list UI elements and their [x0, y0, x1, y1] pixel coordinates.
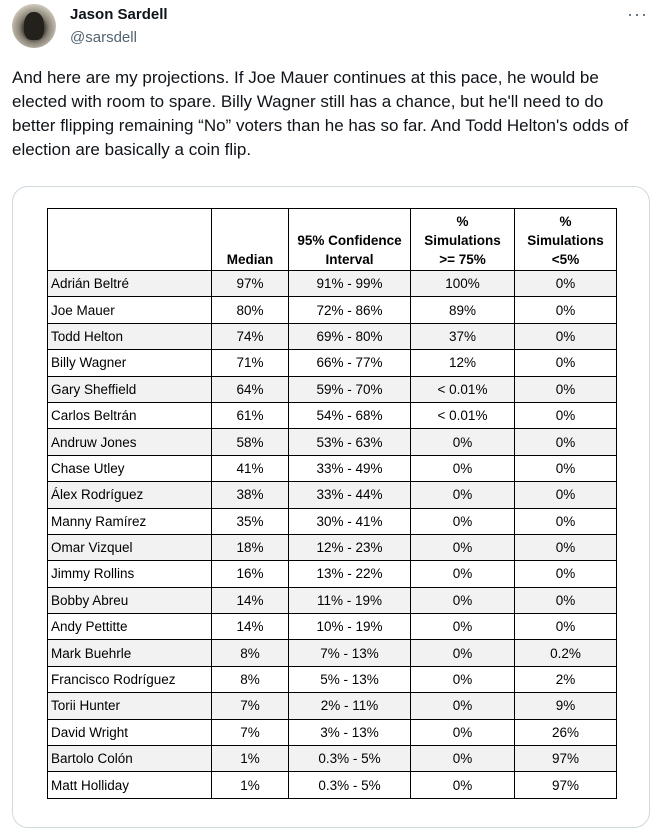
median-cell: 64%	[212, 376, 289, 402]
median-cell: 18%	[212, 534, 289, 560]
player-cell: Jimmy Rollins	[48, 561, 212, 587]
median-cell: 8%	[212, 640, 289, 666]
median-cell: 74%	[212, 323, 289, 349]
avatar[interactable]	[12, 4, 56, 48]
table-row	[48, 534, 617, 560]
simulations-5-cell: 9%	[515, 693, 617, 719]
tweet-image[interactable]	[12, 186, 650, 828]
table-row	[48, 455, 617, 481]
confidence-interval-cell: 72% - 86%	[289, 297, 411, 323]
simulations-5-cell: 2%	[515, 666, 617, 692]
player-cell: Torii Hunter	[48, 693, 212, 719]
player-cell: Bobby Abreu	[48, 587, 212, 613]
table-row	[48, 772, 617, 798]
confidence-interval-cell: 12% - 23%	[289, 534, 411, 560]
table-row	[48, 350, 617, 376]
table-row	[48, 508, 617, 534]
confidence-interval-cell: 10% - 19%	[289, 614, 411, 640]
table-row	[48, 376, 617, 402]
player-cell: Carlos Beltrán	[48, 402, 212, 428]
table-body	[48, 271, 617, 799]
table-row	[48, 666, 617, 692]
median-cell: 41%	[212, 455, 289, 481]
median-cell: 8%	[212, 666, 289, 692]
median-cell: 97%	[212, 271, 289, 297]
header-simulations-75: % Simulations >= 75%	[411, 209, 515, 271]
confidence-interval-cell: 3% - 13%	[289, 719, 411, 745]
simulations-75-cell: 0%	[411, 772, 515, 798]
player-cell: Omar Vizquel	[48, 534, 212, 560]
confidence-interval-cell: 33% - 49%	[289, 455, 411, 481]
table-row	[48, 561, 617, 587]
player-cell: Matt Holliday	[48, 772, 212, 798]
median-cell: 1%	[212, 746, 289, 772]
simulations-75-cell: 0%	[411, 534, 515, 560]
confidence-interval-cell: 30% - 41%	[289, 508, 411, 534]
confidence-interval-cell: 33% - 44%	[289, 482, 411, 508]
simulations-75-cell: 0%	[411, 693, 515, 719]
confidence-interval-cell: 13% - 22%	[289, 561, 411, 587]
median-cell: 1%	[212, 772, 289, 798]
simulations-75-cell: 100%	[411, 271, 515, 297]
simulations-75-cell: 0%	[411, 746, 515, 772]
median-cell: 61%	[212, 402, 289, 428]
player-cell: Álex Rodríguez	[48, 482, 212, 508]
median-cell: 38%	[212, 482, 289, 508]
simulations-5-cell: 0%	[515, 482, 617, 508]
table-row	[48, 746, 617, 772]
simulations-5-cell: 0%	[515, 376, 617, 402]
simulations-5-cell: 0%	[515, 429, 617, 455]
simulations-5-cell: 0.2%	[515, 640, 617, 666]
player-cell: David Wright	[48, 719, 212, 745]
player-cell: Billy Wagner	[48, 350, 212, 376]
confidence-interval-cell: 59% - 70%	[289, 376, 411, 402]
confidence-interval-cell: 11% - 19%	[289, 587, 411, 613]
player-cell: Manny Ramírez	[48, 508, 212, 534]
simulations-5-cell: 0%	[515, 297, 617, 323]
confidence-interval-cell: 7% - 13%	[289, 640, 411, 666]
header-median: Median	[212, 209, 289, 271]
table-row	[48, 482, 617, 508]
player-cell: Chase Utley	[48, 455, 212, 481]
median-cell: 16%	[212, 561, 289, 587]
simulations-75-cell: 0%	[411, 719, 515, 745]
confidence-interval-cell: 0.3% - 5%	[289, 772, 411, 798]
projections-table	[47, 208, 617, 799]
confidence-interval-cell: 54% - 68%	[289, 402, 411, 428]
table-row	[48, 614, 617, 640]
simulations-75-cell: 0%	[411, 587, 515, 613]
median-cell: 71%	[212, 350, 289, 376]
table-row	[48, 693, 617, 719]
simulations-5-cell: 97%	[515, 772, 617, 798]
player-cell: Adrián Beltré	[48, 271, 212, 297]
table-row	[48, 297, 617, 323]
simulations-5-cell: 26%	[515, 719, 617, 745]
simulations-75-cell: 0%	[411, 666, 515, 692]
simulations-5-cell: 0%	[515, 587, 617, 613]
table-row	[48, 271, 617, 297]
simulations-5-cell: 0%	[515, 455, 617, 481]
header-simulations-5: % Simulations <5%	[515, 209, 617, 271]
simulations-5-cell: 0%	[515, 614, 617, 640]
confidence-interval-cell: 69% - 80%	[289, 323, 411, 349]
simulations-5-cell: 0%	[515, 534, 617, 560]
simulations-75-cell: 0%	[411, 614, 515, 640]
simulations-5-cell: 0%	[515, 350, 617, 376]
simulations-5-cell: 0%	[515, 561, 617, 587]
table-row	[48, 640, 617, 666]
player-cell: Bartolo Colón	[48, 746, 212, 772]
simulations-5-cell: 0%	[515, 271, 617, 297]
player-cell: Andruw Jones	[48, 429, 212, 455]
player-cell: Mark Buehrle	[48, 640, 212, 666]
median-cell: 58%	[212, 429, 289, 455]
confidence-interval-cell: 91% - 99%	[289, 271, 411, 297]
median-cell: 80%	[212, 297, 289, 323]
simulations-5-cell: 0%	[515, 402, 617, 428]
confidence-interval-cell: 5% - 13%	[289, 666, 411, 692]
simulations-5-cell: 0%	[515, 508, 617, 534]
player-cell: Joe Mauer	[48, 297, 212, 323]
player-cell: Todd Helton	[48, 323, 212, 349]
simulations-5-cell: 0%	[515, 323, 617, 349]
player-cell: Francisco Rodríguez	[48, 666, 212, 692]
player-cell: Gary Sheffield	[48, 376, 212, 402]
confidence-interval-cell: 2% - 11%	[289, 693, 411, 719]
simulations-75-cell: 0%	[411, 455, 515, 481]
confidence-interval-cell: 53% - 63%	[289, 429, 411, 455]
header-player	[48, 209, 212, 271]
simulations-75-cell: 12%	[411, 350, 515, 376]
simulations-75-cell: 37%	[411, 323, 515, 349]
simulations-5-cell: 97%	[515, 746, 617, 772]
table-row	[48, 429, 617, 455]
simulations-75-cell: 0%	[411, 640, 515, 666]
tweet-text: And here are my projections. If Joe Mauer continues at this pace, he would be elected with room to spare. Billy Wagner still has a chance, but he'll need to do better flipping remaining “No” voters than he has so far. And Todd Helton's odds of election are basically a coin flip.	[12, 68, 629, 159]
table-header-row	[48, 209, 617, 271]
table-row	[48, 587, 617, 613]
tweet-header	[12, 4, 652, 56]
table-row	[48, 402, 617, 428]
more-options-icon[interactable]: ···	[627, 4, 648, 24]
simulations-75-cell: 89%	[411, 297, 515, 323]
confidence-interval-cell: 66% - 77%	[289, 350, 411, 376]
table-row	[48, 323, 617, 349]
median-cell: 14%	[212, 587, 289, 613]
table-row	[48, 719, 617, 745]
simulations-75-cell: < 0.01%	[411, 376, 515, 402]
author-name[interactable]: Jason Sardell	[70, 6, 168, 23]
simulations-75-cell: 0%	[411, 429, 515, 455]
author-handle[interactable]: @sarsdell	[70, 29, 137, 46]
simulations-75-cell: 0%	[411, 508, 515, 534]
simulations-75-cell: 0%	[411, 561, 515, 587]
simulations-75-cell: < 0.01%	[411, 402, 515, 428]
median-cell: 7%	[212, 693, 289, 719]
median-cell: 35%	[212, 508, 289, 534]
player-cell: Andy Pettitte	[48, 614, 212, 640]
header-confidence-interval: 95% Confidence Interval	[289, 209, 411, 271]
median-cell: 7%	[212, 719, 289, 745]
confidence-interval-cell: 0.3% - 5%	[289, 746, 411, 772]
median-cell: 14%	[212, 614, 289, 640]
simulations-75-cell: 0%	[411, 482, 515, 508]
